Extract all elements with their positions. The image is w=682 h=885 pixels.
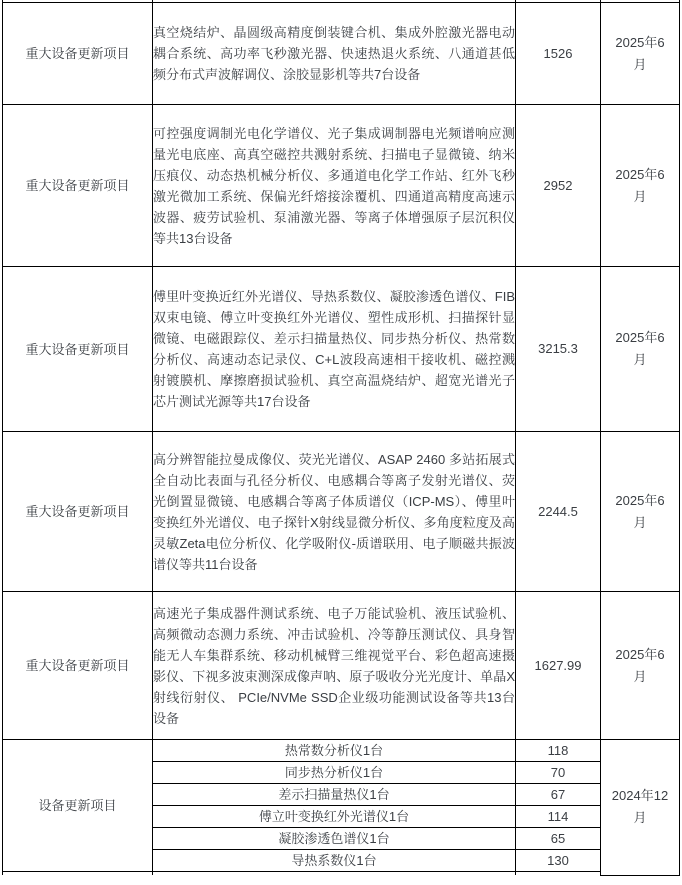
item-description-cell: 热常数分析仪1台: [153, 740, 516, 762]
date-text: 2025年6月: [615, 492, 665, 530]
table-row: [3, 267, 680, 432]
item-amount-cell: 70: [516, 762, 601, 784]
table-row: [3, 592, 680, 740]
date-text: 2024年12月: [611, 788, 669, 826]
description-text: 高分辨智能拉曼成像仪、荧光光谱仪、ASAP 2460 多站拓展式全自动比表面与孔径分析仪、电感耦合等离子发射光谱仪、荧光倒置显微镜、电感耦合等离子体质谱仪（ICP-MS）、傅里叶变换红外光谱仪、电子探针X射线显微分析仪、多角度粒度及高灵敏Zeta电位分析仪、化学吸附仪-质谱联用、电子顺磁共振波谱仪等共11台设备: [153, 451, 515, 572]
group-date-cell: [601, 740, 680, 876]
table-row-cutoff-bottom: [3, 872, 680, 876]
category-cell-sliver: [3, 872, 153, 876]
description-text: 高速光子集成器件测试系统、电子万能试验机、液压试验机、高频微动态测力系统、冲击试验机、冷等静压测试仪、具身智能无人车集群系统、移动机械臂三维视觉平台、彩色超高速摄影仪、下视多波束测深成像声呐、原子吸收分光光度计、单晶X射线衍射仪、 PCIe/NVMe SSD企业级功能测试设备等共13台设备: [153, 605, 515, 726]
item-amount-cell: 65: [516, 828, 601, 850]
group-category-cell: 设备更新项目: [3, 740, 153, 872]
date-text: 2025年6月: [615, 34, 665, 72]
equipment-update-table: [2, 0, 680, 876]
description-cell: [153, 267, 516, 432]
item-description-cell: 凝胶渗透色谱仪1台: [153, 828, 516, 850]
description-cell: [153, 432, 516, 592]
date-cell: [601, 3, 680, 105]
table-row: [3, 740, 680, 762]
date-cell: [601, 105, 680, 267]
category-cell: 重大设备更新项目: [3, 592, 153, 740]
amount-cell: 1526: [516, 3, 601, 105]
table-row: [3, 432, 680, 592]
item-description-cell: 同步热分析仪1台: [153, 762, 516, 784]
amount-cell: 2244.5: [516, 432, 601, 592]
table-row: [3, 105, 680, 267]
item-description-cell: 差示扫描量热仪1台: [153, 784, 516, 806]
description-cell: [153, 105, 516, 267]
category-cell: 重大设备更新项目: [3, 432, 153, 592]
category-cell: 重大设备更新项目: [3, 3, 153, 105]
amount-cell: 2952: [516, 105, 601, 267]
description-cell: [153, 3, 516, 105]
amount-cell-sliver: [516, 872, 601, 876]
item-description-cell: 傅立叶变换红外光谱仪1台: [153, 806, 516, 828]
item-amount-cell: 67: [516, 784, 601, 806]
date-text: 2025年6月: [615, 646, 665, 684]
date-cell: [601, 592, 680, 740]
date-cell: [601, 267, 680, 432]
date-text: 2025年6月: [615, 330, 665, 367]
amount-cell: 3215.3: [516, 267, 601, 432]
item-amount-cell: 118: [516, 740, 601, 762]
description-cell-sliver: [153, 872, 516, 876]
item-amount-cell: 114: [516, 806, 601, 828]
description-text: 真空烧结炉、晶圆级高精度倒装键合机、集成外腔激光器电动耦合系统、高功率飞秒激光器、快速热退火系统、八通道甚低频分布式声波解调仪、涂胶显影机等共7台设备: [153, 25, 515, 82]
description-text: 可控强度调制光电化学谱仪、光子集成调制器电光频谱响应测量光电底座、高真空磁控共溅射系统、扫描电子显微镜、纳米压痕仪、动态热机械分析仪、多通道电化学工作站、红外飞秒激光微加工系统、保偏光纤熔接涂覆机、四通道高精度高速示波器、疲劳试验机、泵浦激光器、等离子体增强原子层沉积仪等共13台设备: [153, 125, 515, 246]
table-row: [3, 3, 680, 105]
item-amount-cell: 130: [516, 850, 601, 872]
description-text: 傅里叶变换近红外光谱仪、导热系数仪、凝胶渗透色谱仪、FIB双束电镜、傅立叶变换红外光谱仪、塑性成形机、扫描探针显微镜、电磁跟踪仪、差示扫描量热仪、同步热分析仪、热常数分析仪、高速动态记录仪、C+L波段高速相干接收机、磁控溅射镀膜机、摩擦磨损试验机、真空高温烧结炉、超宽光谱光子芯片测试光源等共17台设备: [153, 289, 515, 409]
date-text: 2025年6月: [615, 166, 665, 204]
category-cell: 重大设备更新项目: [3, 105, 153, 267]
item-description-cell: 导热系数仪1台: [153, 850, 516, 872]
date-cell: [601, 432, 680, 592]
description-cell: [153, 592, 516, 740]
amount-cell: 1627.99: [516, 592, 601, 740]
category-cell: 重大设备更新项目: [3, 267, 153, 432]
